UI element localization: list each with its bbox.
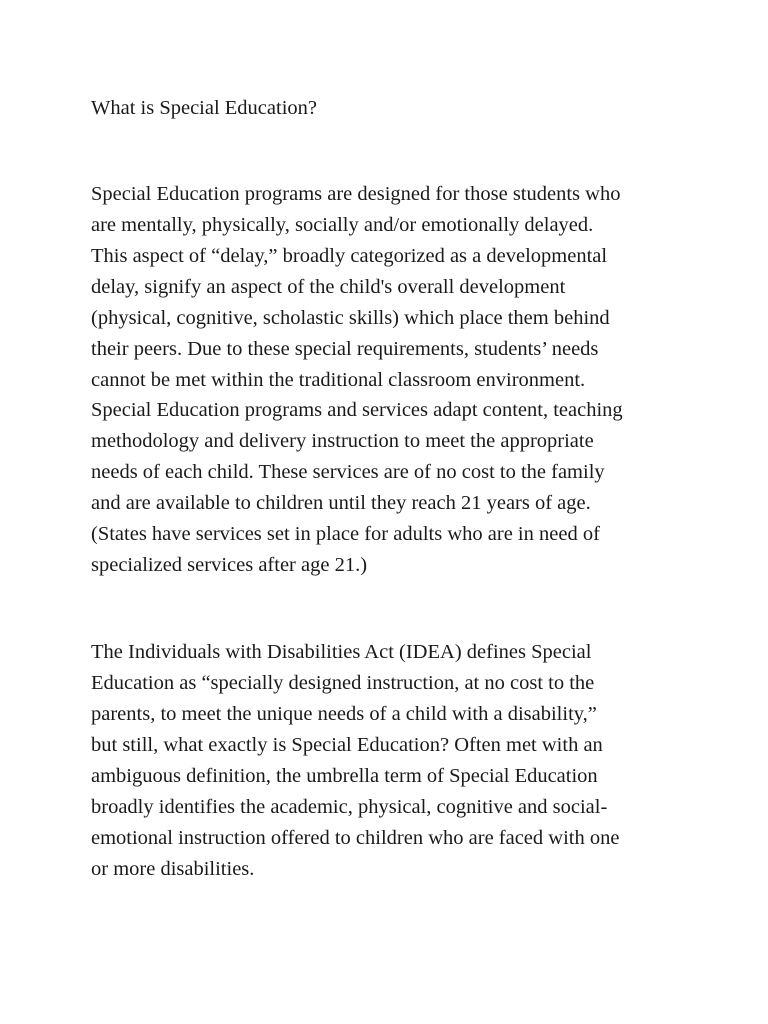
- paragraph-2-line: emotional instruction offered to children who are faced with one: [91, 827, 620, 849]
- paragraph-1-line: specialized services after age 21.): [91, 554, 368, 576]
- paragraph-2-line: but still, what exactly is Special Education? Often met with an: [91, 734, 603, 756]
- paragraph-1-line: needs of each child. These services are of no cost to the family: [91, 461, 605, 483]
- paragraph-1-line: Special Education programs and services adapt content, teaching: [91, 399, 623, 421]
- paragraph-2-line: or more disabilities.: [91, 858, 255, 880]
- paragraph-2-line: broadly identifies the academic, physical, cognitive and social-: [91, 796, 608, 818]
- paragraph-1-line: their peers. Due to these special requirements, students’ needs: [91, 338, 599, 360]
- paragraph-1-line: Special Education programs are designed for those students who: [91, 183, 621, 205]
- paragraph-2-line: Education as “specially designed instruction, at no cost to the: [91, 672, 595, 694]
- paragraph-2-line: The Individuals with Disabilities Act (IDEA) defines Special: [91, 641, 592, 663]
- paragraph-2-line: ambiguous definition, the umbrella term of Special Education: [91, 765, 598, 787]
- paragraph-1-line: cannot be met within the traditional classroom environment.: [91, 369, 586, 391]
- paragraph-1-line: methodology and delivery instruction to meet the appropriate: [91, 430, 594, 452]
- paragraph-1-line: This aspect of “delay,” broadly categorized as a developmental: [91, 245, 608, 267]
- paragraph-1-line: (physical, cognitive, scholastic skills) which place them behind: [91, 307, 610, 329]
- paragraph-2-line: parents, to meet the unique needs of a child with a disability,”: [91, 703, 597, 725]
- paragraph-1-line: delay, signify an aspect of the child's overall development: [91, 276, 566, 298]
- paragraph-1-line: (States have services set in place for adults who are in need of: [91, 523, 600, 545]
- paragraph-1-line: are mentally, physically, socially and/or emotionally delayed.: [91, 214, 594, 236]
- paragraph-1-line: and are available to children until they reach 21 years of age.: [91, 492, 591, 514]
- document-heading: What is Special Education?: [91, 97, 317, 119]
